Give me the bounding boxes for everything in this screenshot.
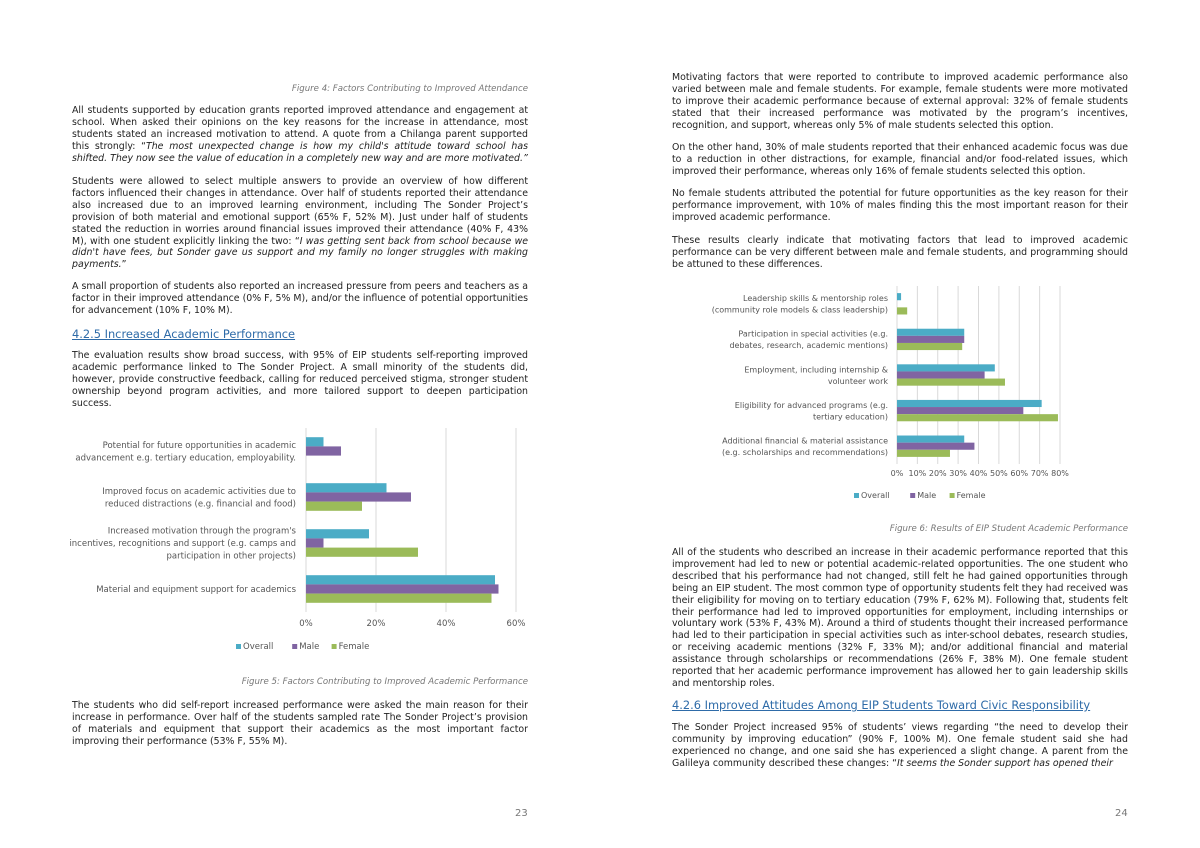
- bar-male: [897, 407, 1023, 414]
- paragraph: Motivating factors that were reported to contribute to improved academic performance also varied between male and female students. For example, female students were more motivated to improve their academic performance because of external approval: 32% of female students stated that their increased performance was motivated by the program’s incentives, recognition, and support, whereas only 5% of male students selected this option.: [672, 72, 1128, 131]
- legend-swatch-male: [292, 644, 297, 649]
- bar-female: [897, 307, 907, 314]
- page-24: [600, 0, 1200, 848]
- bar-overall: [306, 529, 369, 538]
- paragraph: No female students attributed the potential for future opportunities as the key reason for their performance improvement, with 10% of males finding this the most important reason for their improved academic performance.: [672, 188, 1128, 223]
- tick-label: 40%: [436, 619, 456, 629]
- legend-swatch-female: [332, 644, 337, 649]
- bar-female: [897, 414, 1058, 421]
- page-number: 24: [1115, 808, 1128, 819]
- bar-male: [306, 538, 324, 547]
- bar-overall: [306, 437, 324, 446]
- figure-4-caption: Figure 4: Factors Contributing to Improved Attendance: [291, 84, 528, 94]
- paragraph: The Sonder Project increased 95% of students’ views regarding “the need to develop their community by improving education” (90% F, 100% M). One female student said she had experienced no change, and one said she has experienced a slight change. A parent from the Galileya community described these changes: “It seems the Sonder support has opened their: [672, 722, 1128, 769]
- tick-label: 40%: [969, 469, 988, 478]
- section-heading-4-2-5: 4.2.5 Increased Academic Performance: [72, 327, 296, 341]
- bar-overall: [897, 436, 964, 443]
- category-label: (community role models & class leadership): [711, 305, 888, 315]
- bar-male: [897, 336, 964, 343]
- bar-overall: [306, 483, 387, 492]
- legend-swatch-overall: [236, 644, 241, 649]
- category-label: (e.g. scholarships and recommendations): [721, 447, 888, 457]
- paragraph: The evaluation results show broad success, with 95% of EIP students self-reporting improved academic performance linked to The Sonder Project. A small minority of the students did, however, provide constructive feedback, calling for reduced perceived stigma, stronger student ownership beyond program activities, and more tailored support to deepen participation success.: [72, 350, 528, 409]
- category-label: Potential for future opportunities in academic: [102, 440, 296, 451]
- figure-5-chart: [60, 424, 540, 660]
- paragraph: The students who did self-report increased performance were asked the main reason for their increase in performance. Over half of the students sampled rate The Sonder Project’s provision of materials and equipment that support their academics as the most important factor improving their performance (53% F, 55% M).: [72, 700, 528, 747]
- category-label: tertiary education): [813, 412, 888, 422]
- tick-label: 0%: [890, 469, 904, 478]
- paragraph: All students supported by education grants reported improved attendance and engagement at school. When asked their opinions on the key reasons for the increase in attendance, most students stated an increased motivation to attend. A quote from a Chilanga parent supported this strongly: “The most unexpected change is how my child's attitude toward school has shifted. They now see the value of education in a completely new way and are more motivated.”: [72, 105, 528, 164]
- paragraph: All of the students who described an increase in their academic performance reported that this improvement had led to new or potential academic-related opportunities. The one student who described that his performance had not changed, still felt he had gained opportunities through being an EIP student. The most common type of opportunity students felt they had received was their eligibility for moving on to tertiary education (79% F, 62% M). Following that, students felt their performance had led to improved opportunities for employment, including internships or voluntary work (53% F, 43% M). Around a third of students thought their increased performance had led to their participation in special activities such as inter-school debates, research studies, or receiving academic mentions (32% F, 33% M); and/or additional financial and material assistance through scholarships or recommendations (26% F, 38% M). One female student reported that her academic performance improvement has allowed her to gain leadership skills and mentorship roles.: [672, 547, 1128, 689]
- tick-label: 10%: [908, 469, 927, 478]
- bar-overall: [897, 364, 995, 371]
- legend-label: Male: [299, 642, 320, 652]
- tick-label: 70%: [1030, 469, 1049, 478]
- bar-overall: [897, 293, 901, 300]
- tick-label: 60%: [506, 619, 526, 629]
- tick-label: 50%: [989, 469, 1008, 478]
- bar-female: [897, 343, 962, 350]
- category-label: reduced distractions (e.g. financial and food): [104, 499, 296, 510]
- legend-label: Male: [917, 491, 937, 500]
- legend-swatch-female: [950, 493, 955, 498]
- category-label: advancement e.g. tertiary education, employability.: [75, 453, 296, 464]
- bar-male: [897, 371, 985, 378]
- bar-overall: [306, 575, 495, 584]
- category-label: Participation in special activities (e.g.: [738, 329, 888, 339]
- tick-label: 20%: [928, 469, 947, 478]
- bar-female: [897, 450, 950, 457]
- category-label: volunteer work: [827, 376, 888, 386]
- legend-label: Female: [956, 491, 986, 500]
- paragraph: Students were allowed to select multiple answers to provide an overview of how different factors influenced their changes in attendance. Over half of students reported their attendance also increased due to an improved learning environment, including The Sonder Project’s provision of both material and emotional support (65% F, 52% M). Just under half of students stated the reduction in worries around financial issues improved their attendance (40% F, 43% M), with one student explicitly linking the two: “I was getting sent back from school because we didn't have fees, but Sonder gave us support and my family no longer struggles with making payments.”: [72, 176, 529, 271]
- category-label: Eligibility for advanced programs (e.g.: [734, 400, 888, 410]
- bar-female: [306, 502, 362, 511]
- paragraph: On the other hand, 30% of male students reported that their enhanced academic focus was due to a reduction in other distractions, for example, financial and/or food-related issues, which improved their performance, whereas only 16% of female students selected this option.: [672, 142, 1128, 177]
- category-label: participation in other projects): [166, 551, 296, 562]
- figure-6-caption: Figure 6: Results of EIP Student Academic Performance: [889, 524, 1128, 534]
- bar-female: [897, 379, 1005, 386]
- bar-overall: [897, 400, 1042, 407]
- tick-label: 20%: [366, 619, 386, 629]
- figure-5-caption: Figure 5: Factors Contributing to Improved Academic Performance: [241, 677, 528, 687]
- category-label: Leadership skills & mentorship roles: [743, 294, 888, 304]
- legend-swatch-male: [910, 493, 915, 498]
- bar-male: [897, 443, 974, 450]
- category-label: incentives, recognitions and support (e.g. camps and: [69, 539, 296, 549]
- category-label: Increased motivation through the program's: [107, 526, 296, 537]
- category-label: debates, research, academic mentions): [729, 341, 888, 351]
- bar-female: [306, 594, 492, 603]
- category-label: Employment, including internship &: [744, 365, 888, 375]
- tick-label: 0%: [299, 619, 313, 629]
- paragraph: These results clearly indicate that motivating factors that lead to improved academic performance can be very different between male and female students, and programming should be attuned to these differences.: [672, 235, 1128, 270]
- bar-overall: [897, 329, 964, 336]
- bar-male: [306, 584, 499, 593]
- tick-label: 30%: [949, 469, 968, 478]
- category-label: Material and equipment support for academics: [96, 585, 296, 595]
- bar-female: [306, 548, 418, 557]
- page-number: 23: [515, 808, 528, 819]
- category-label: Additional financial & material assistance: [722, 436, 888, 446]
- paragraph: A small proportion of students also reported an increased pressure from peers and teachers as a factor in their improved attendance (0% F, 5% M), and/or the influence of potential opportunities for advancement (10% F, 10% M).: [72, 281, 528, 316]
- section-heading-4-2-6: 4.2.6 Improved Attitudes Among EIP Students Toward Civic Responsibility: [672, 698, 1091, 712]
- figure-6-chart: [710, 284, 1110, 506]
- tick-label: 80%: [1051, 469, 1069, 478]
- bar-male: [306, 446, 341, 455]
- legend-label: Overall: [861, 491, 890, 500]
- legend-swatch-overall: [854, 493, 859, 498]
- bar-male: [306, 492, 411, 501]
- category-label: Improved focus on academic activities due to: [102, 486, 296, 497]
- legend-label: Overall: [243, 642, 274, 652]
- tick-label: 60%: [1010, 469, 1029, 478]
- legend-label: Female: [338, 642, 370, 652]
